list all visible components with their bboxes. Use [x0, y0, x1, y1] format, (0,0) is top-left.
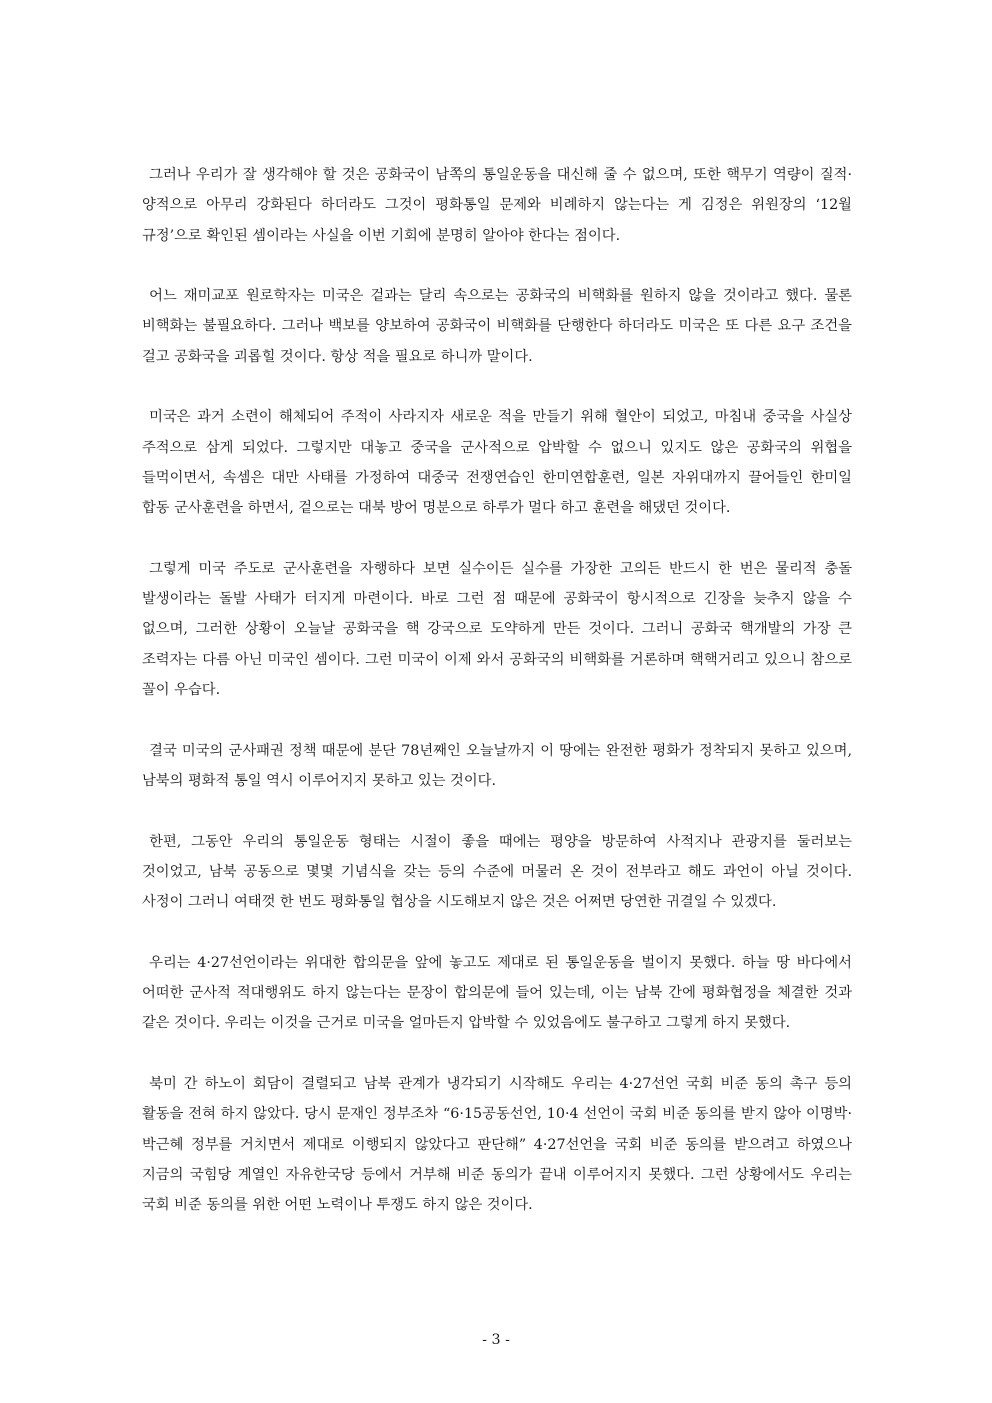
paragraph-8: 북미 간 하노이 회담이 결렬되고 남북 관계가 냉각되기 시작해도 우리는 4·27선언 국회 비준 동의 촉구 등의 활동을 전혀 하지 않았다. 당시 문재인 정부조차 “6·15공동선언, 10·4 선언이 국회 비준 동의를 받지 않아 이명박·박근혜 정부를 거치면서 제대로 이행되지 않았다고 판단해” 4·27선언을 국회 비준 동의를 받으려고 하였으나 지금의 국힘당 계열인 자유한국당 등에서 거부해 비준 동의가 끝내 이루어지지 못했다. 그런 상황에서도 우리는 국회 비준 동의를 위한 어떤 노력이나 투쟁도 하지 않은 것이다. [142, 1075, 852, 1214]
document-body [142, 160, 852, 1251]
paragraph-7: 우리는 4·27선언이라는 위대한 합의문을 앞에 놓고도 제대로 된 통일운동을 벌이지 못했다. 하늘 땅 바다에서 어떠한 군사적 적대행위도 하지 않는다는 문장이 합의문에 들어 있는데, 이는 남북 간에 평화협정을 체결한 것과 같은 것이다. 우리는 이것을 근거로 미국을 얼마든지 압박할 수 있었음에도 불구하고 그렇게 하지 못했다. [142, 954, 852, 1032]
page-number: - 3 - [482, 1332, 510, 1348]
paragraph-6: 한편, 그동안 우리의 통일운동 형태는 시절이 좋을 때에는 평양을 방문하여 사적지나 관광지를 둘러보는 것이었고, 남북 공동으로 몇몇 기념식을 갖는 등의 수준에 머물러 온 것이 전부라고 해도 과언이 아닐 것이다. 사정이 그러니 여태껏 한 번도 평화통일 협상을 시도해보지 않은 것은 어쩌면 당연한 귀결일 수 있겠다. [142, 833, 852, 911]
paragraph-4: 그렇게 미국 주도로 군사훈련을 자행하다 보면 실수이든 실수를 가장한 고의든 반드시 한 번은 물리적 충돌 발생이라는 돌발 사태가 터지게 마련이다. 바로 그런 점 때문에 공화국이 항시적으로 긴장을 늦추지 않을 수 없으며, 그러한 상황이 오늘날 공화국을 핵 강국으로 도약하게 만든 것이다. 그러니 공화국 핵개발의 가장 큰 조력자는 다름 아닌 미국인 셈이다. 그런 미국이 이제 와서 공화국의 비핵화를 거론하며 핵핵거리고 있으니 참으로 꼴이 우습다. [142, 560, 852, 699]
paragraph-3: 미국은 과거 소련이 해체되어 주적이 사라지자 새로운 적을 만들기 위해 혈안이 되었고, 마침내 중국을 사실상 주적으로 삼게 되었다. 그렇지만 대놓고 중국을 군사적으로 압박할 수 없으니 있지도 않은 공화국의 위협을 들먹이면서, 속셈은 대만 사태를 가정하여 대중국 전쟁연습인 한미연합훈련, 일본 자위대까지 끌어들인 한미일 합동 군사훈련을 하면서, 겉으로는 대북 방어 명분으로 하루가 멀다 하고 훈련을 해댔던 것이다. [142, 409, 852, 517]
paragraph-1: 그러나 우리가 잘 생각해야 할 것은 공화국이 남쪽의 통일운동을 대신해 줄 수 없으며, 또한 핵무기 역량이 질적·양적으로 아무리 강화된다 하더라도 그것이 평화통일 문제와 비례하지 않는다는 게 김정은 위원장의 ‘12월 규정’으로 확인된 셈이라는 사실을 이번 기회에 분명히 알아야 한다는 점이다. [142, 167, 852, 244]
paragraph-5: 결국 미국의 군사패권 정책 때문에 분단 78년째인 오늘날까지 이 땅에는 완전한 평화가 정착되지 못하고 있으며, 남북의 평화적 통일 역시 이루어지지 못하고 있는 것이다. [142, 742, 852, 789]
paragraph-2: 어느 재미교포 원로학자는 미국은 겉과는 달리 속으로는 공화국의 비핵화를 원하지 않을 것이라고 했다. 물론 비핵화는 불필요하다. 그러나 백보를 양보하여 공화국이 비핵화를 단행한다 하더라도 미국은 또 다른 요구 조건을 걸고 공화국을 괴롭힐 것이다. 항상 적을 필요로 하니까 말이다. [142, 288, 852, 365]
